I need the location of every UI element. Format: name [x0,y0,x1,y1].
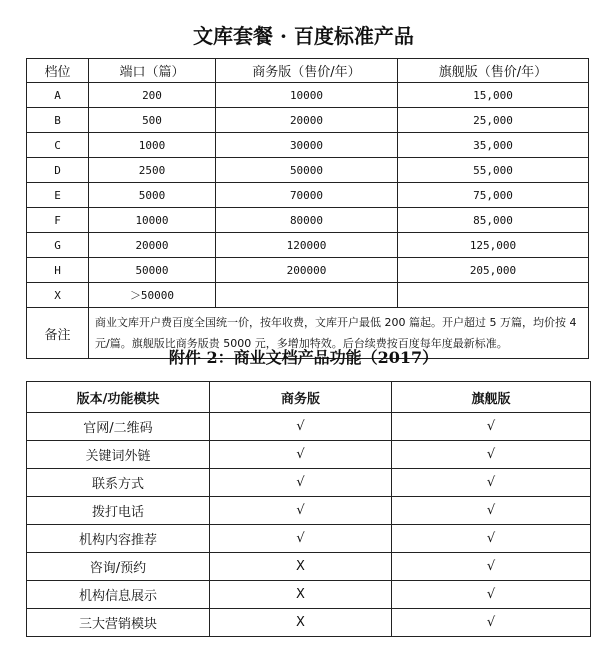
pricing-header-row [27,59,589,83]
header-business-price: 商务版（售价/年） [216,59,398,83]
feature-name: 关键词外链 [27,441,210,469]
table-row [27,497,591,525]
business-price-cell: 120000 [216,233,398,258]
table-row [27,469,591,497]
remark-label: 备注 [27,308,89,359]
flagship-mark: √ [392,609,591,637]
table-row [27,133,589,158]
header-tier: 档位 [27,59,89,83]
flagship-mark: √ [392,581,591,609]
flagship-mark: √ [392,441,591,469]
table-row [27,183,589,208]
tier-cell: H [27,258,89,283]
flagship-price-cell: 85,000 [398,208,589,233]
pricing-table [26,58,589,359]
table-row [27,283,589,308]
table-row [27,441,591,469]
ports-cell: 1000 [89,133,216,158]
flagship-mark: √ [392,413,591,441]
feature-name: 咨询/预约 [27,553,210,581]
features-table [26,381,591,637]
business-mark: √ [210,413,392,441]
table-row [27,609,591,637]
ports-cell: 20000 [89,233,216,258]
flagship-price-cell [398,283,589,308]
business-mark: X [210,609,392,637]
tier-cell: E [27,183,89,208]
feature-name: 机构信息展示 [27,581,210,609]
ports-cell: 2500 [89,158,216,183]
remark-text: 商业文库开户费百度全国统一价，按年收费，文库开户最低 200 篇起。开户超过 5 万篇，均价按 4 元/篇。旗舰版比商务版贵 5000 元，多增加特效。后台续费按百度每年度最新标准。 [89,308,589,359]
tier-cell: D [27,158,89,183]
feature-name: 机构内容推荐 [27,525,210,553]
business-price-cell: 20000 [216,108,398,133]
page-title: 文库套餐 · 百度标准产品 [193,24,414,48]
feature-name: 联系方式 [27,469,210,497]
ports-cell: 50000 [89,258,216,283]
business-price-cell: 200000 [216,258,398,283]
flagship-mark: √ [392,497,591,525]
feature-name: 拨打电话 [27,497,210,525]
business-mark: X [210,553,392,581]
table-row [27,413,591,441]
ports-cell: 5000 [89,183,216,208]
tier-cell: G [27,233,89,258]
header-flagship-price: 旗舰版（售价/年） [398,59,589,83]
tier-cell: C [27,133,89,158]
business-mark: √ [210,469,392,497]
business-price-cell: 30000 [216,133,398,158]
ports-cell: 500 [89,108,216,133]
business-mark: √ [210,497,392,525]
header-feature: 版本/功能模块 [27,382,210,413]
header-ports: 端口（篇） [89,59,216,83]
flagship-price-cell: 75,000 [398,183,589,208]
flagship-mark: √ [392,469,591,497]
ports-cell: 200 [89,83,216,108]
section-title: 附件 2：商业文档产品功能（2017） [168,348,439,367]
business-mark: X [210,581,392,609]
tier-cell: B [27,108,89,133]
business-mark: √ [210,441,392,469]
table-row [27,233,589,258]
business-price-cell [216,283,398,308]
ports-cell: ＞50000 [89,283,216,308]
table-row [27,553,591,581]
tier-cell: F [27,208,89,233]
table-row [27,208,589,233]
table-row [27,108,589,133]
tier-cell: A [27,83,89,108]
business-mark: √ [210,525,392,553]
table-row [27,581,591,609]
business-price-cell: 10000 [216,83,398,108]
header-flagship: 旗舰版 [392,382,591,413]
flagship-price-cell: 25,000 [398,108,589,133]
business-price-cell: 70000 [216,183,398,208]
header-business: 商务版 [210,382,392,413]
flagship-price-cell: 15,000 [398,83,589,108]
business-price-cell: 50000 [216,158,398,183]
ports-cell: 10000 [89,208,216,233]
table-row [27,525,591,553]
flagship-price-cell: 205,000 [398,258,589,283]
tier-cell: X [27,283,89,308]
feature-name: 官网/二维码 [27,413,210,441]
flagship-mark: √ [392,525,591,553]
flagship-price-cell: 125,000 [398,233,589,258]
features-header-row [27,382,591,413]
business-price-cell: 80000 [216,208,398,233]
flagship-price-cell: 35,000 [398,133,589,158]
table-row [27,258,589,283]
feature-name: 三大营销模块 [27,609,210,637]
table-row [27,83,589,108]
flagship-mark: √ [392,553,591,581]
flagship-price-cell: 55,000 [398,158,589,183]
table-row [27,158,589,183]
